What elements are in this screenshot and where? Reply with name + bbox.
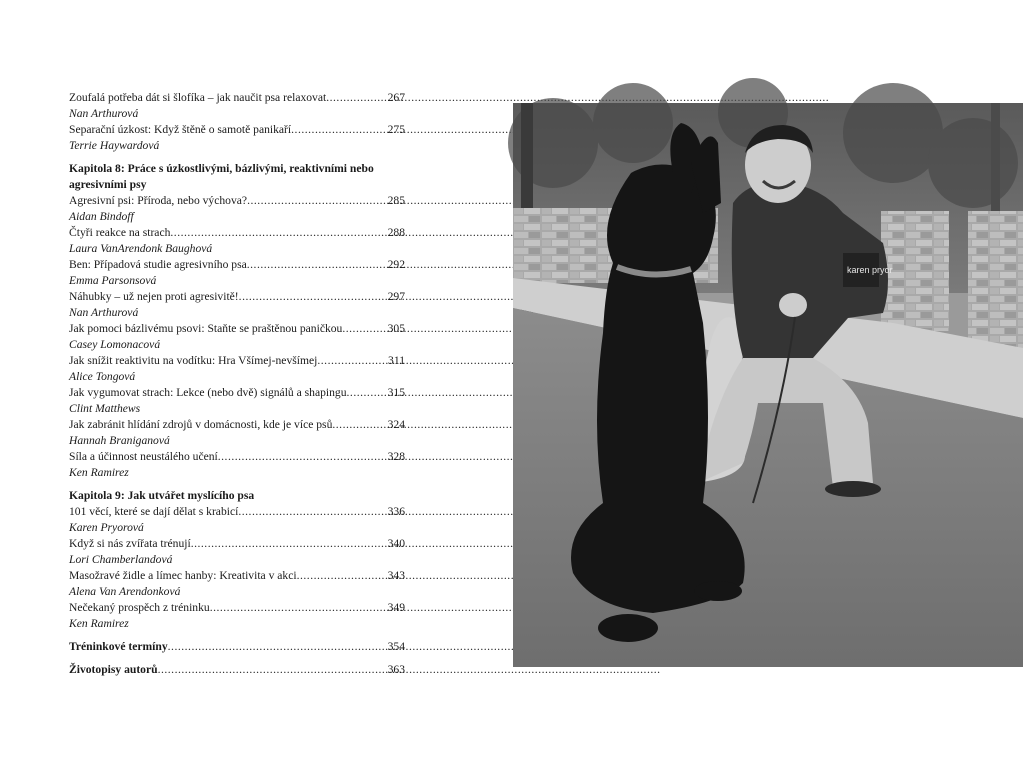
toc-entry-page: 267 (387, 91, 405, 104)
toc-entry-page: 288 (387, 226, 405, 239)
leader-dots (247, 193, 387, 209)
toc-entry-page: 354 (387, 640, 405, 653)
leader-dots (342, 321, 386, 337)
toc-entry-page: 305 (387, 322, 405, 335)
shirt-logo: karen pryor (847, 265, 893, 275)
toc-entry-author: Emma Parsonsová (69, 274, 157, 287)
toc-entry-author: Ken Ramirez (69, 466, 129, 479)
toc-entry (69, 568, 405, 584)
toc-entry-author: Laura VanArendonk Baughová (69, 242, 213, 255)
toc-entry-author: Clint Matthews (69, 402, 141, 415)
toc-entry (69, 289, 405, 305)
leader-dots (347, 385, 387, 401)
toc-entry (69, 225, 405, 241)
leader-dots (191, 536, 387, 552)
leader-dots (297, 568, 387, 584)
toc-entry-page: 275 (387, 123, 405, 136)
toc-entry-title: Nečekaný prospěch z tréninku (69, 601, 210, 614)
toc-entry-page: 297 (387, 290, 405, 303)
toc-entry-page: 340 (387, 537, 405, 550)
toc-entry-title: Čtyři reakce na strach (69, 226, 171, 239)
chapter-heading: Kapitola 8: Práce s úzkostlivými, bázlivými, reaktivními nebo agresivními psy (69, 162, 374, 191)
table-of-contents (69, 90, 405, 678)
toc-entry (69, 353, 405, 369)
toc-entry-page: 315 (387, 386, 405, 399)
toc-entry-page: 349 (387, 601, 405, 614)
toc-entry-title: Jak pomoci bázlivému psovi: Staňte se praštěnou paničkou (69, 322, 343, 335)
leader-dots (247, 257, 387, 273)
toc-entry (69, 90, 405, 106)
toc-entry-title: Náhubky – už nejen proti agresivitě! (69, 290, 239, 303)
toc-entry-author: Hannah Braniganová (69, 434, 170, 447)
toc-entry (69, 257, 405, 273)
toc-entry-author: Aidan Bindoff (69, 210, 134, 223)
chapter-heading: Kapitola 9: Jak utvářet myslícího psa (69, 489, 255, 502)
toc-entry-author: Nan Arthurová (69, 107, 139, 120)
toc-entry-title: Ben: Případová studie agresivního psa (69, 258, 247, 271)
leader-dots (170, 225, 386, 241)
leader-dots (168, 639, 387, 655)
toc-entry-author: Alice Tongová (69, 370, 136, 383)
toc-entry-page: 285 (387, 194, 405, 207)
leader-dots (326, 90, 386, 106)
toc-entry-glossary (69, 639, 405, 655)
leader-dots (317, 353, 387, 369)
toc-entry-page: 363 (387, 663, 405, 676)
leader-dots (238, 504, 386, 520)
toc-entry-title: Jak snížit reaktivitu na vodítku: Hra Všímej-nevšímej (69, 354, 318, 367)
leader-dots (158, 662, 387, 678)
toc-entry-author: Casey Lomonacová (69, 338, 161, 351)
toc-entry-title: Když si nás zvířata trénují (69, 537, 191, 550)
toc-entry-title: 101 věcí, které se dají dělat s krabicí (69, 505, 239, 518)
toc-entry-author: Ken Ramirez (69, 617, 129, 630)
toc-entry-page: 336 (387, 505, 405, 518)
toc-entry (69, 417, 405, 433)
toc-entry-author: Nan Arthurová (69, 306, 139, 319)
photo-illustration (513, 103, 1023, 667)
toc-entry-page: 311 (388, 354, 405, 367)
toc-entry-author: Karen Pryorová (69, 521, 144, 534)
leader-dots (218, 449, 387, 465)
toc-entry-page: 328 (387, 450, 405, 463)
toc-entry-title: Životopisy autorů (69, 663, 158, 676)
toc-entry-title: Jak vygumovat strach: Lekce (nebo dvě) signálů a shapingu (69, 386, 347, 399)
leader-dots (291, 122, 386, 138)
toc-entry-title: Separační úzkost: Když štěně o samotě panikaří (69, 123, 292, 136)
toc-entry-title: Zoufalá potřeba dát si šlofíka – jak naučit psa relaxovat (69, 91, 327, 104)
leader-dots (239, 289, 387, 305)
toc-entry (69, 600, 405, 616)
toc-entry-title: Síla a účinnost neustálého učení (69, 450, 218, 463)
toc-entry-page: 343 (387, 569, 405, 582)
toc-entry (69, 536, 405, 552)
toc-entry-title: Agresivní psi: Příroda, nebo výchova? (69, 194, 248, 207)
toc-entry (69, 321, 405, 337)
toc-entry-biographies (69, 662, 405, 678)
toc-entry (69, 504, 405, 520)
leader-dots (332, 417, 386, 433)
toc-entry (69, 193, 405, 209)
toc-entry-title: Tréninkové termíny (69, 640, 168, 653)
toc-entry-page: 292 (387, 258, 405, 271)
stone-pillar (968, 211, 1023, 351)
toc-entry-title: Masožravé židle a límec hanby: Kreativita v akci (69, 569, 297, 582)
toc-entry-page: 324 (387, 418, 405, 431)
toc-entry (69, 449, 405, 465)
leader-dots (210, 600, 387, 616)
toc-entry-author: Lori Chamberlandová (69, 553, 173, 566)
toc-entry (69, 122, 405, 138)
toc-entry-author: Terrie Haywardová (69, 139, 160, 152)
toc-entry (69, 385, 405, 401)
toc-entry-author: Alena Van Arendonková (69, 585, 181, 598)
toc-entry-title: Jak zabránit hlídání zdrojů v domácnosti, kde je více psů (69, 418, 333, 431)
photo-trainer-with-dog (513, 103, 1023, 667)
